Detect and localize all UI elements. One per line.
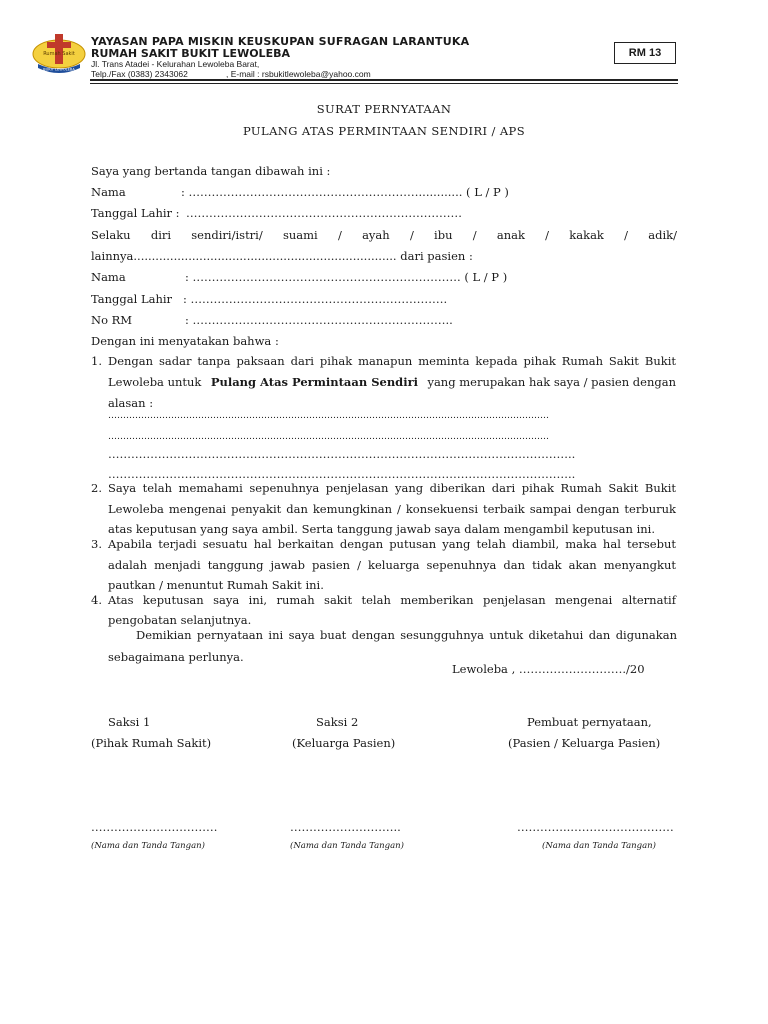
signer-dob-label: Tanggal Lahir : bbox=[91, 206, 180, 220]
relation-word: / bbox=[545, 228, 550, 242]
relation-word: ayah bbox=[362, 228, 390, 242]
signer-name-field[interactable]: : ……………………………………………………............ ( L / P ) bbox=[181, 185, 509, 199]
form-code-box: RM 13 bbox=[614, 42, 676, 64]
relation-word: / bbox=[337, 228, 342, 242]
reason-line[interactable]: ………………………………………………………………………………………………………………………………… bbox=[108, 432, 549, 442]
witness2-role: Saksi 2 bbox=[316, 715, 359, 729]
reason-label: alasan : bbox=[108, 396, 154, 410]
relation-word: adik/ bbox=[648, 228, 677, 242]
patient-dob-label: Tanggal Lahir bbox=[91, 292, 173, 306]
aps-emphasis: Pulang Atas Permintaan Sendiri bbox=[210, 375, 419, 389]
document-title: SURAT PERNYATAAN bbox=[316, 102, 452, 116]
document-subtitle: PULANG ATAS PERMINTAAN SENDIRI / APS bbox=[243, 124, 525, 138]
item2-line3: atas keputusan yang saya ambil. Serta tanggung jawab saya dalam mengambil keputusan ini. bbox=[108, 522, 656, 536]
relation-word: kakak bbox=[569, 228, 604, 242]
closing-line1: Demikian pernyataan ini saya buat dengan sesungguhnya untuk diketahui dan digunakan bbox=[136, 628, 677, 642]
declarant-caption: (Nama dan Tanda Tangan) bbox=[542, 841, 656, 851]
relation-word: sendiri/istri/ bbox=[191, 228, 263, 242]
witness1-desc: (Pihak Rumah Sakit) bbox=[91, 736, 212, 750]
declarant-desc: (Pasien / Keluarga Pasien) bbox=[508, 736, 661, 750]
signer-dob-field[interactable]: ……………………………………………………………… bbox=[186, 206, 462, 220]
hospital-logo bbox=[30, 30, 88, 74]
witness2-signature-line[interactable]: ……………………….. bbox=[290, 820, 401, 834]
item-number: 4. bbox=[91, 593, 102, 607]
svg-text:Rumah Sakit: Rumah Sakit bbox=[43, 51, 75, 57]
reason-line[interactable]: ………………………………………………………………………………………………………………………………… bbox=[108, 411, 549, 421]
closing-line2: sebagaimana perlunya. bbox=[108, 650, 244, 664]
item-number: 1. bbox=[91, 354, 102, 368]
patient-dob-field[interactable]: : …………………………………………………………. bbox=[183, 292, 448, 306]
hospital-phone: Telp./Fax (0383) 2343062 bbox=[91, 69, 188, 79]
place-date[interactable]: Lewoleba , ………………………./20 bbox=[452, 662, 645, 676]
signer-name-label: Nama bbox=[91, 185, 126, 199]
relation-word: / bbox=[624, 228, 629, 242]
patient-rm-label: No RM bbox=[91, 313, 133, 327]
reason-line[interactable]: ………………………………………………………………………………………………………….. bbox=[108, 447, 576, 461]
item3-line1: Apabila terjadi sesuatu hal berkaitan dengan putusan yang telah diambil, maka hal tersebut bbox=[108, 537, 676, 551]
reason-line[interactable]: ………………………………………………………………………………………………………….. bbox=[108, 467, 576, 481]
item-number: 3. bbox=[91, 537, 102, 551]
hospital-address: Jl. Trans Atadei - Kelurahan Lewoleba Barat, bbox=[91, 59, 260, 69]
item2-line2: Lewoleba mengenai penyakit dan kemungkinan / konsekuensi terbaik sampai dengan terburuk bbox=[108, 502, 676, 516]
declarant-role: Pembuat pernyataan, bbox=[527, 715, 652, 729]
relation-word: suami bbox=[282, 228, 318, 242]
relation-other-line[interactable]: lainnya........................................................................ dari pasien : bbox=[91, 249, 473, 263]
item3-line3: pautkan / menuntut Rumah Sakit ini. bbox=[108, 578, 324, 592]
patient-name-field[interactable]: : ……………………………………………………………. ( L / P ) bbox=[185, 270, 508, 284]
hospital-name: RUMAH SAKIT BUKIT LEWOLEBA bbox=[91, 47, 290, 60]
item1-line2-post: yang merupakan hak saya / pasien dengan bbox=[427, 375, 676, 389]
intro-text: Saya yang bertanda tangan dibawah ini : bbox=[91, 164, 331, 178]
item4-line2: pengobatan selanjutnya. bbox=[108, 613, 252, 627]
declarant-signature-line[interactable]: …………..……………………… bbox=[517, 820, 674, 834]
svg-text:BUKIT LEWOLEBA: BUKIT LEWOLEBA bbox=[43, 67, 75, 72]
relation-word: Selaku bbox=[91, 228, 131, 242]
relation-word: anak bbox=[496, 228, 525, 242]
witness1-caption: (Nama dan Tanda Tangan) bbox=[91, 841, 205, 851]
foundation-name: YAYASAN PAPA MISKIN KEUSKUPAN SUFRAGAN LARANTUKA bbox=[91, 35, 470, 48]
header-rule-thin bbox=[90, 83, 678, 84]
relation-word: / bbox=[472, 228, 477, 242]
hospital-email: , E-mail : rsbukitlewoleba@yahoo.com bbox=[226, 69, 371, 79]
witness1-role: Saksi 1 bbox=[108, 715, 151, 729]
relation-word: / bbox=[409, 228, 414, 242]
relation-word: diri bbox=[150, 228, 172, 242]
witness2-caption: (Nama dan Tanda Tangan) bbox=[290, 841, 404, 851]
statement-intro: Dengan ini menyatakan bahwa : bbox=[91, 334, 279, 348]
patient-name-label: Nama bbox=[91, 270, 126, 284]
relation-line bbox=[91, 228, 677, 242]
item1-line2 bbox=[108, 375, 676, 389]
relation-word: ibu bbox=[434, 228, 453, 242]
item1-line1: Dengan sadar tanpa paksaan dari pihak manapun meminta kepada pihak Rumah Sakit Bukit bbox=[108, 354, 676, 368]
witness1-signature-line[interactable]: …………………………… bbox=[91, 820, 218, 834]
item-number: 2. bbox=[91, 481, 102, 495]
witness2-desc: (Keluarga Pasien) bbox=[292, 736, 396, 750]
patient-rm-field[interactable]: : ………………………………………………………….. bbox=[185, 313, 453, 327]
item2-line1: Saya telah memahami sepenuhnya penjelasan yang diberikan dari pihak Rumah Sakit Bukit bbox=[108, 481, 676, 495]
item3-line2: adalah menjadi tanggung jawab pasien / keluarga sepenuhnya dan tidak akan menyangkut bbox=[108, 558, 676, 572]
item1-line2-pre: Lewoleba untuk bbox=[108, 375, 202, 389]
header-rule-thick bbox=[90, 79, 678, 81]
item4-line1: Atas keputusan saya ini, rumah sakit telah memberikan penjelasan mengenai alternatif bbox=[108, 593, 676, 607]
